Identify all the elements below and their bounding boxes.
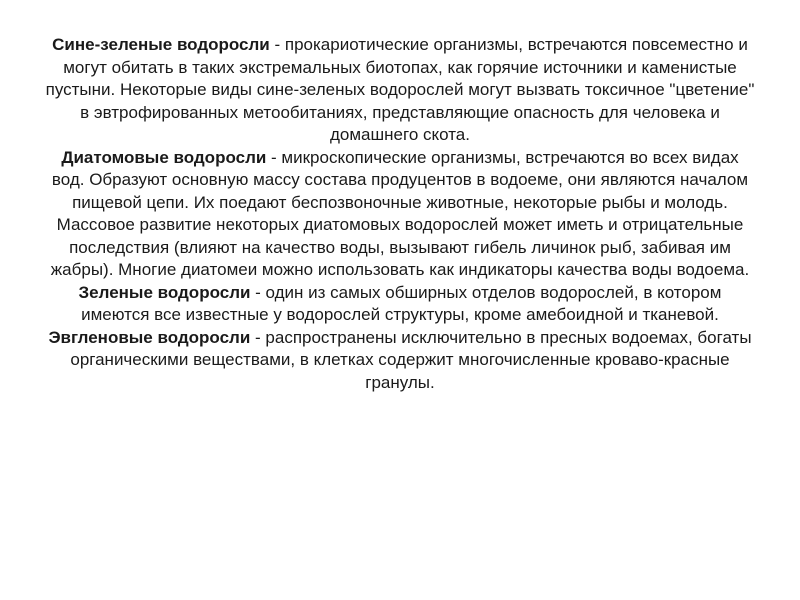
paragraph-cyanobacteria <box>44 34 756 147</box>
paragraph-green-algae <box>44 282 756 395</box>
description-diatoms: - микроскопические организмы, встречаются во всех видах вод. Образуют основную массу состава продуцентов в водоеме, они являются началом пищевой цепи. Их поедают беспозвоночные животные, некоторые рыбы и молодь. Массовое развитие некоторых диатомовых водорослей может иметь и отрицательные последствия (влияют на качество воды, вызывают гибель личинок рыб, забивая им жабры). Многие диатомеи можно использовать как индикаторы качества воды водоема. <box>50 147 750 279</box>
term-euglenoids: Эвгленовые водоросли <box>48 327 251 347</box>
description-green-algae: - один из самых обширных отделов водорослей, в котором имеются все известные у водорослей структуры, кроме амебоидной и тканевой. <box>81 282 722 324</box>
term-cyanobacteria: Сине-зеленые водоросли <box>52 35 270 54</box>
term-diatoms: Диатомовые водоросли <box>61 147 267 167</box>
description-euglenoids: - распространены исключительно в пресных водоемах, богаты органическими веществами, в клетках содержит многочисленные кроваво-красные гранулы. <box>70 327 752 392</box>
description-cyanobacteria: - прокариотические организмы, встречаются повсеместно и могут обитать в таких экстремальных биотопах, как горячие источники и каменистые пустыни. Некоторые виды сине-зеленых водорослей могут вызвать токсичное "цветение" в эвтрофированных метообитаниях, представляющие опасность для человека и домашнего скота. <box>45 35 755 144</box>
paragraph-diatoms <box>44 147 756 282</box>
slide-text-block <box>44 34 756 394</box>
term-green-algae: Зеленые водоросли <box>78 282 251 302</box>
